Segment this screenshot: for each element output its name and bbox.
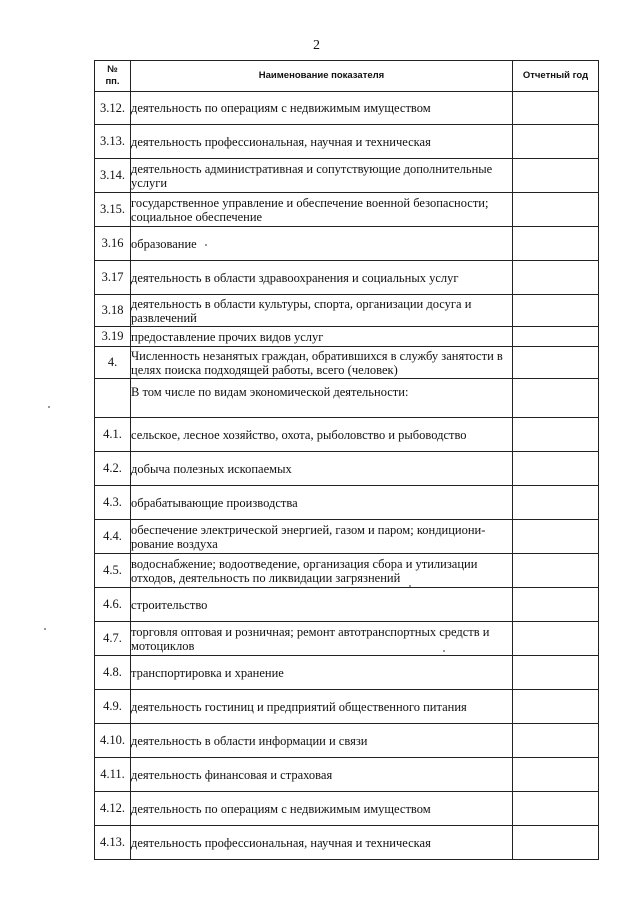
row-value-cell [513,554,599,588]
row-value-cell [513,295,599,327]
row-number: 4.10. [95,724,131,758]
table-row [95,261,599,295]
table-row [95,622,599,656]
table-row [95,486,599,520]
row-number: 4.3. [95,486,131,520]
row-value-cell [513,125,599,159]
row-number: 3.16 [95,227,131,261]
row-value-cell [513,159,599,193]
row-value-cell [513,724,599,758]
row-value-cell [513,588,599,622]
row-number: 4.13. [95,826,131,860]
row-number: 4.5. [95,554,131,588]
row-number: 3.14. [95,159,131,193]
row-indicator: транспортировка и хранение [131,656,513,690]
table-row [95,656,599,690]
row-number: 4.1. [95,418,131,452]
row-value-cell [513,347,599,379]
row-value-cell [513,193,599,227]
header-number-symbol: № [107,64,118,75]
table-row [95,690,599,724]
table-row [95,227,599,261]
table-row [95,327,599,347]
row-value-cell [513,418,599,452]
table-row [95,554,599,588]
row-number: 4.4. [95,520,131,554]
table-row [95,379,599,418]
scan-speck [48,406,50,408]
row-value-cell [513,486,599,520]
row-number: 4.7. [95,622,131,656]
row-indicator: сельское, лесное хозяйство, охота, рыболовство и рыбоводство [131,418,513,452]
row-number: 3.12. [95,92,131,125]
row-indicator: деятельность гостиниц и предприятий общественного питания [131,690,513,724]
row-number: 4.6. [95,588,131,622]
row-value-cell [513,520,599,554]
page-number: 2 [313,38,320,53]
table-row [95,758,599,792]
row-indicator: образование [131,227,513,261]
table-row [95,295,599,327]
row-indicator: предоставление прочих видов услуг [131,327,513,347]
row-value-cell [513,379,599,418]
row-indicator: деятельность по операциям с недвижимым имуществом [131,92,513,125]
row-indicator: строительство [131,588,513,622]
table-row [95,588,599,622]
row-number: 4.12. [95,792,131,826]
row-number: 3.13. [95,125,131,159]
scan-speck [409,585,411,587]
row-value-cell [513,758,599,792]
row-number [95,379,131,418]
row-indicator: добыча полезных ископаемых [131,452,513,486]
row-value-cell [513,452,599,486]
row-indicator: обеспечение электрической энергией, газом и паром; кондициони-рование воздуха [131,520,513,554]
table-row [95,418,599,452]
row-indicator: деятельность в области здравоохранения и социальных услуг [131,261,513,295]
table-row [95,92,599,125]
row-indicator: деятельность профессиональная, научная и техническая [131,125,513,159]
table-row [95,520,599,554]
header-number [95,61,131,92]
row-indicator: деятельность по операциям с недвижимым имуществом [131,792,513,826]
row-indicator: торговля оптовая и розничная; ремонт автотранспортных средств и мотоциклов [131,622,513,656]
table-row [95,452,599,486]
table-header-row [95,61,599,92]
table-row [95,193,599,227]
row-value-cell [513,327,599,347]
row-number: 3.17 [95,261,131,295]
row-value-cell [513,656,599,690]
row-value-cell [513,92,599,125]
table-row [95,826,599,860]
row-value-cell [513,826,599,860]
row-number: 4.8. [95,656,131,690]
table-row [95,347,599,379]
row-indicator: деятельность финансовая и страховая [131,758,513,792]
row-value-cell [513,227,599,261]
row-indicator: деятельность в области культуры, спорта, организации досуга и развлечений [131,295,513,327]
row-indicator: обрабатывающие производства [131,486,513,520]
table-row [95,159,599,193]
header-reporting-year: Отчетный год [513,61,599,92]
row-number: 4.9. [95,690,131,724]
row-number: 3.15. [95,193,131,227]
table-row [95,125,599,159]
indicator-table [94,60,599,860]
row-value-cell [513,261,599,295]
table-row [95,792,599,826]
row-indicator: водоснабжение; водоотведение, организация сбора и утилизации отходов, деятельность по ликвидации загрязнений [131,554,513,588]
row-indicator: деятельность административная и сопутствующие дополнительные услуги [131,159,513,193]
row-number: 3.18 [95,295,131,327]
row-subheading: В том числе по видам экономической деятельности: [131,379,513,418]
scan-speck [443,650,445,652]
table-row [95,724,599,758]
row-number: 4.11. [95,758,131,792]
scan-speck [44,628,46,630]
row-number: 3.19 [95,327,131,347]
row-number: 4.2. [95,452,131,486]
header-indicator-name: Наименование показателя [131,61,513,92]
row-number: 4. [95,347,131,379]
row-indicator: деятельность в области информации и связи [131,724,513,758]
header-number-abbr: пп. [105,76,120,87]
row-indicator: государственное управление и обеспечение военной безопасности; социальное обеспечение [131,193,513,227]
scan-speck [205,244,207,246]
row-value-cell [513,622,599,656]
row-value-cell [513,690,599,724]
row-indicator: Численность незанятых граждан, обратившихся в службу занятости в целях поиска подходящей работы, всего (человек) [131,347,513,379]
row-value-cell [513,792,599,826]
row-indicator: деятельность профессиональная, научная и техническая [131,826,513,860]
